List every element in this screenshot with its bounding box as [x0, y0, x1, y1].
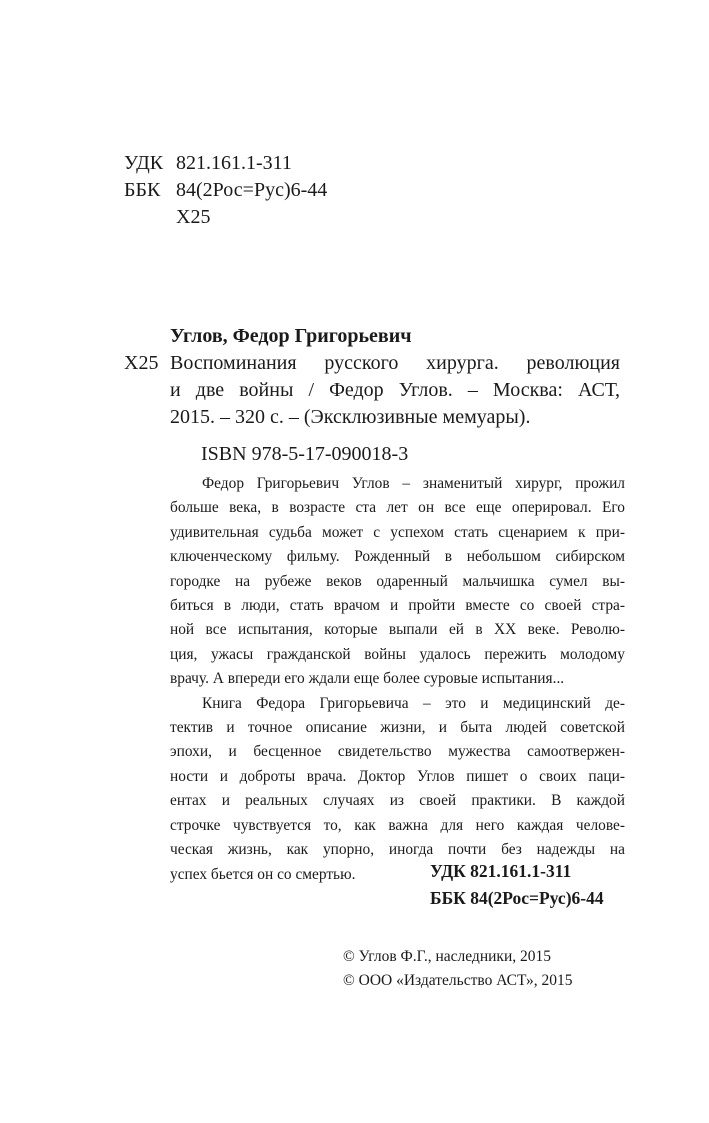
- annotation-line: успех бьется он со смертью.: [170, 865, 356, 883]
- udk-label: УДК: [124, 152, 164, 174]
- annotation-line: врачу. А впереди его ждали еще более суровые испытания...: [170, 670, 565, 688]
- classification-bottom: [430, 858, 604, 912]
- cutter-code: Х25: [124, 352, 159, 374]
- annotation-line: городке на рубеже веков одаренный мальчишка сумел вы-: [170, 572, 625, 590]
- annotation-line: биться в люди, стать врачом и пройти вместе со своей стра-: [170, 597, 625, 615]
- cutter-code-top: Х25: [176, 206, 211, 228]
- annotation-paragraph: [170, 472, 625, 692]
- description-line: Воспоминания русского хирурга. революция: [170, 352, 620, 374]
- annotation: [170, 472, 625, 887]
- annotation-line: ной все испытания, которые выпали ей в XX веке. Револю-: [170, 621, 625, 639]
- annotation-line: ческая жизнь, как упорно, иногда почти без надежды на: [170, 841, 625, 859]
- annotation-line: ключенческому фильму. Рожденный в небольшом сибирском: [170, 548, 625, 566]
- udk-row: [124, 150, 327, 177]
- annotation-line: Федор Григорьевич Углов – знаменитый хирург, прожил: [202, 475, 625, 492]
- annotation-line: строчке чувствуется то, как важна для него каждая челове-: [170, 816, 625, 834]
- annotation-line: удивительная судьба может с успехом стать сценарием к при-: [170, 523, 625, 541]
- copyright-block: [343, 945, 573, 993]
- annotation-line: тектив и точное описание жизни, и быта людей советской: [170, 719, 625, 737]
- bbk-label: ББК: [124, 179, 161, 201]
- annotation-line: больше века, в возрасте ста лет он все еще оперировал. Его: [170, 499, 625, 517]
- annotation-line: эпохи, и бесценное свидетельство мужества самоотвержен-: [170, 743, 625, 761]
- bbk-value: 84(2Рос=Рус)6-44: [176, 179, 328, 201]
- description-line: и две войны / Федор Углов. – Москва: АСТ,: [170, 379, 620, 401]
- bbk-row: [124, 177, 327, 204]
- copyright-line: © ООО «Издательство АСТ», 2015: [343, 972, 573, 989]
- udk-value: 821.161.1-311: [176, 152, 292, 174]
- annotation-line: ция, ужасы гражданской войны удалось пережить молодому: [170, 645, 625, 663]
- bbk-code-bottom: ББК 84(2Рос=Рус)6-44: [430, 888, 604, 908]
- author-heading: Углов, Федор Григорьевич: [170, 325, 412, 347]
- udk-code-bottom: УДК 821.161.1-311: [430, 861, 572, 881]
- classification-top: [124, 150, 327, 231]
- isbn: ISBN 978-5-17-090018-3: [201, 443, 409, 465]
- bibliographic-description: [170, 350, 620, 431]
- annotation-line: Книга Федора Григорьевича – это и медицинский де-: [202, 694, 625, 712]
- description-line: 2015. – 320 с. – (Эксклюзивные мемуары).: [170, 406, 531, 428]
- annotation-line: ности и доброты врача. Доктор Углов пишет о своих паци-: [170, 767, 625, 785]
- copyright-line: © Углов Ф.Г., наследники, 2015: [343, 948, 551, 965]
- annotation-line: ентах и реальных случаях из своей практики. В каждой: [170, 792, 625, 810]
